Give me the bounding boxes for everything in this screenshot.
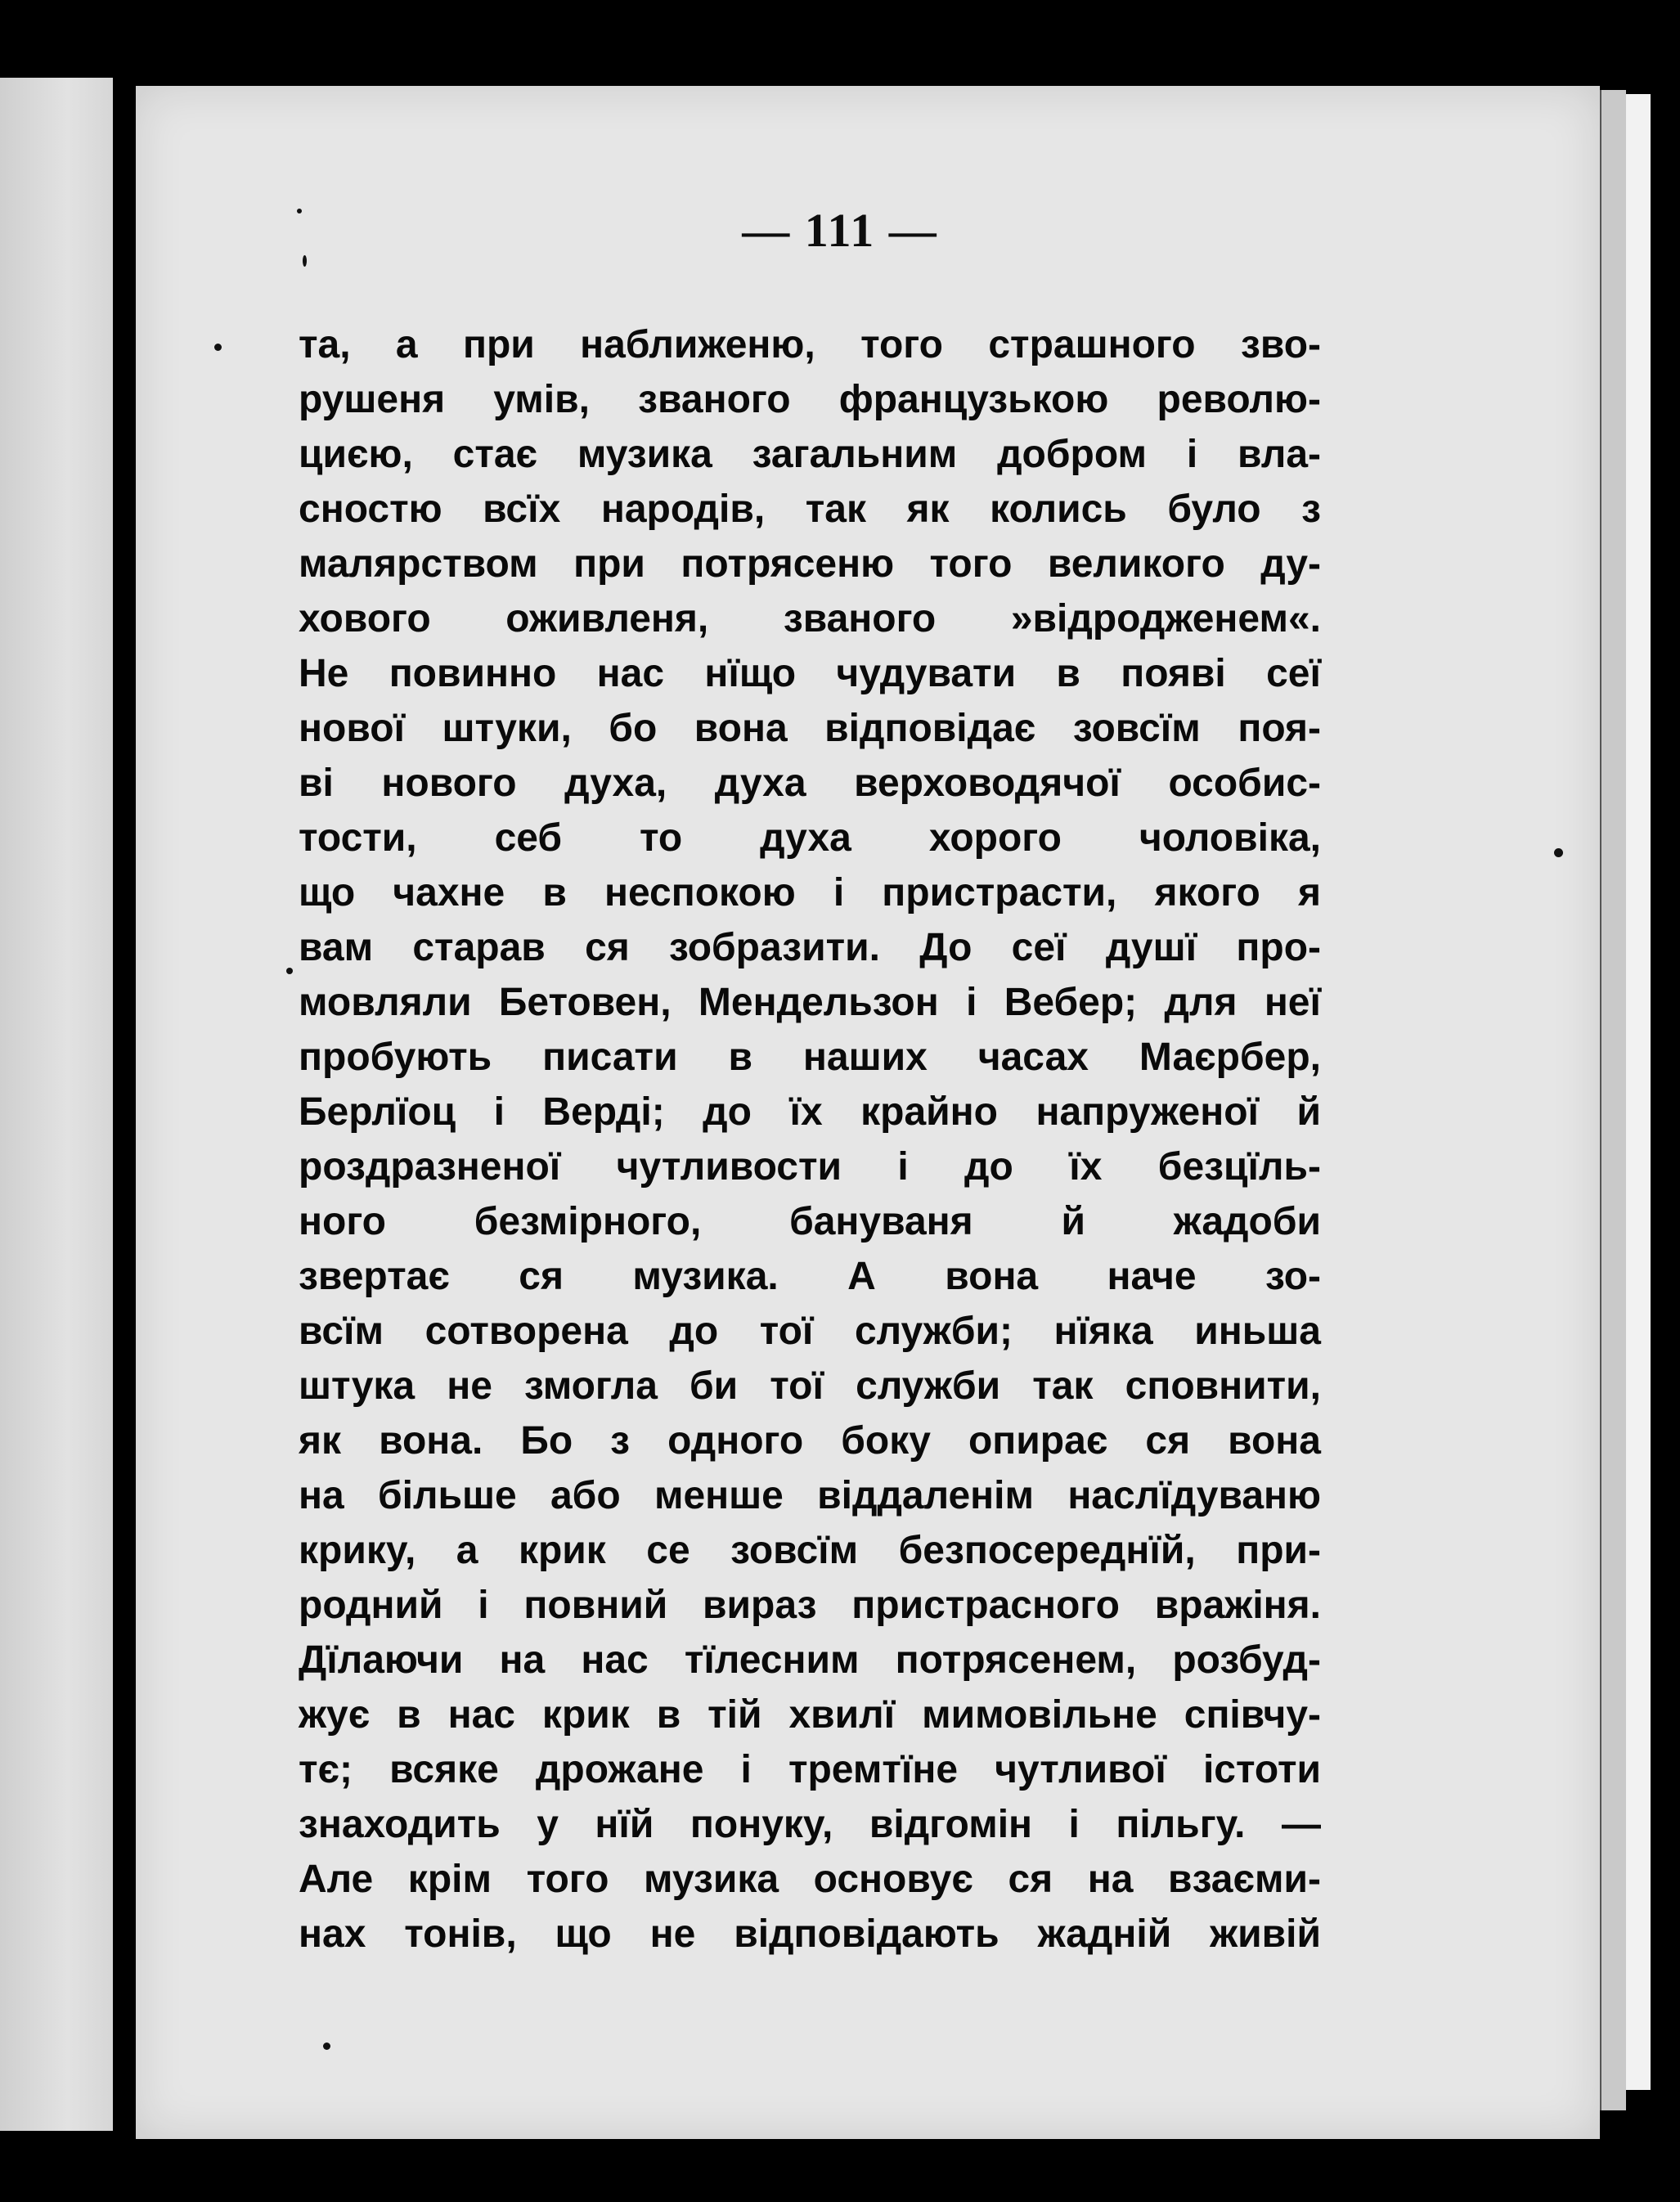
text-line: вам старав ся зобразити. До сеї душї про- xyxy=(299,926,1321,969)
scan-speck xyxy=(1554,848,1563,857)
text-line: Але крім того музика основує ся на взаєми- xyxy=(299,1858,1321,1901)
text-line: малярством при потрясеню того великого ду- xyxy=(299,542,1321,586)
page-stack-edge xyxy=(1600,90,1626,2110)
text-line: тости, себ то духа хорого чоловіка, xyxy=(299,816,1321,860)
text-line: крику, а крик се зовсїм безпосереднїй, при- xyxy=(299,1529,1321,1572)
text-line: Не повинно нас нїщо чудувати в появі сеї xyxy=(299,652,1321,695)
scan-speck xyxy=(214,344,222,351)
text-line: знаходить у нїй понуку, відгомін і пільгу. — xyxy=(299,1803,1321,1846)
text-line: та, а при наближеню, того страшного зво- xyxy=(299,323,1321,366)
scan-speck xyxy=(297,209,302,213)
text-line: Дїлаючи на нас тїлесним потрясенем, розбуд- xyxy=(299,1638,1321,1682)
scan-speck xyxy=(323,2042,330,2050)
text-line: нової штуки, бо вона відповідає зовсїм поя- xyxy=(299,707,1321,750)
previous-page-edge xyxy=(0,78,113,2131)
scan-speck xyxy=(303,255,307,267)
text-line: всїм сотворена до тої служби; нїяка иньша xyxy=(299,1310,1321,1353)
text-line: на більше або менше віддаленім наслїдуваню xyxy=(299,1474,1321,1517)
scan-speck xyxy=(286,968,293,974)
text-line: Берлїоц і Верді; до їх крайно напруженої й xyxy=(299,1090,1321,1134)
body-text xyxy=(299,317,1321,1962)
text-line: циєю, стає музика загальним добром і вла- xyxy=(299,433,1321,476)
text-line: пробують писати в наших часах Маєрбер, xyxy=(299,1036,1321,1079)
text-line: нах тонів, що не відповідають жадній живій xyxy=(299,1912,1321,1956)
text-line: роздразненої чутливости і до їх безцїль- xyxy=(299,1145,1321,1189)
text-line: що чахне в неспокою і пристрасти, якого я xyxy=(299,871,1321,915)
text-line: звертає ся музика. А вона наче зо- xyxy=(299,1255,1321,1298)
text-line: штука не змогла би тої служби так сповнити, xyxy=(299,1364,1321,1408)
text-line: сностю всїх народів, так як колись було з xyxy=(299,488,1321,531)
text-line: родний і повний вираз пристрасного вражіня. xyxy=(299,1584,1321,1627)
book-gutter xyxy=(113,78,136,2131)
page-number: — 111 — xyxy=(742,204,938,257)
text-line: тє; всяке дрожане і тремтїне чутливої істоти xyxy=(299,1748,1321,1791)
text-line: хового оживленя, званого »відродженем«. xyxy=(299,597,1321,640)
text-line: ві нового духа, духа верховодячої особис- xyxy=(299,762,1321,805)
text-line: ного безмірного, бануваня й жадоби xyxy=(299,1200,1321,1243)
text-line: жує в нас крик в тій хвилї мимовільне співчу- xyxy=(299,1693,1321,1737)
text-line: як вона. Бо з одного боку опирає ся вона xyxy=(299,1419,1321,1463)
page-stack-edge-outer xyxy=(1626,94,1651,2090)
text-line: мовляли Бетовен, Мендельзон і Вебер; для неї xyxy=(299,981,1321,1024)
text-line: рушеня умів, званого французькою револю- xyxy=(299,378,1321,421)
